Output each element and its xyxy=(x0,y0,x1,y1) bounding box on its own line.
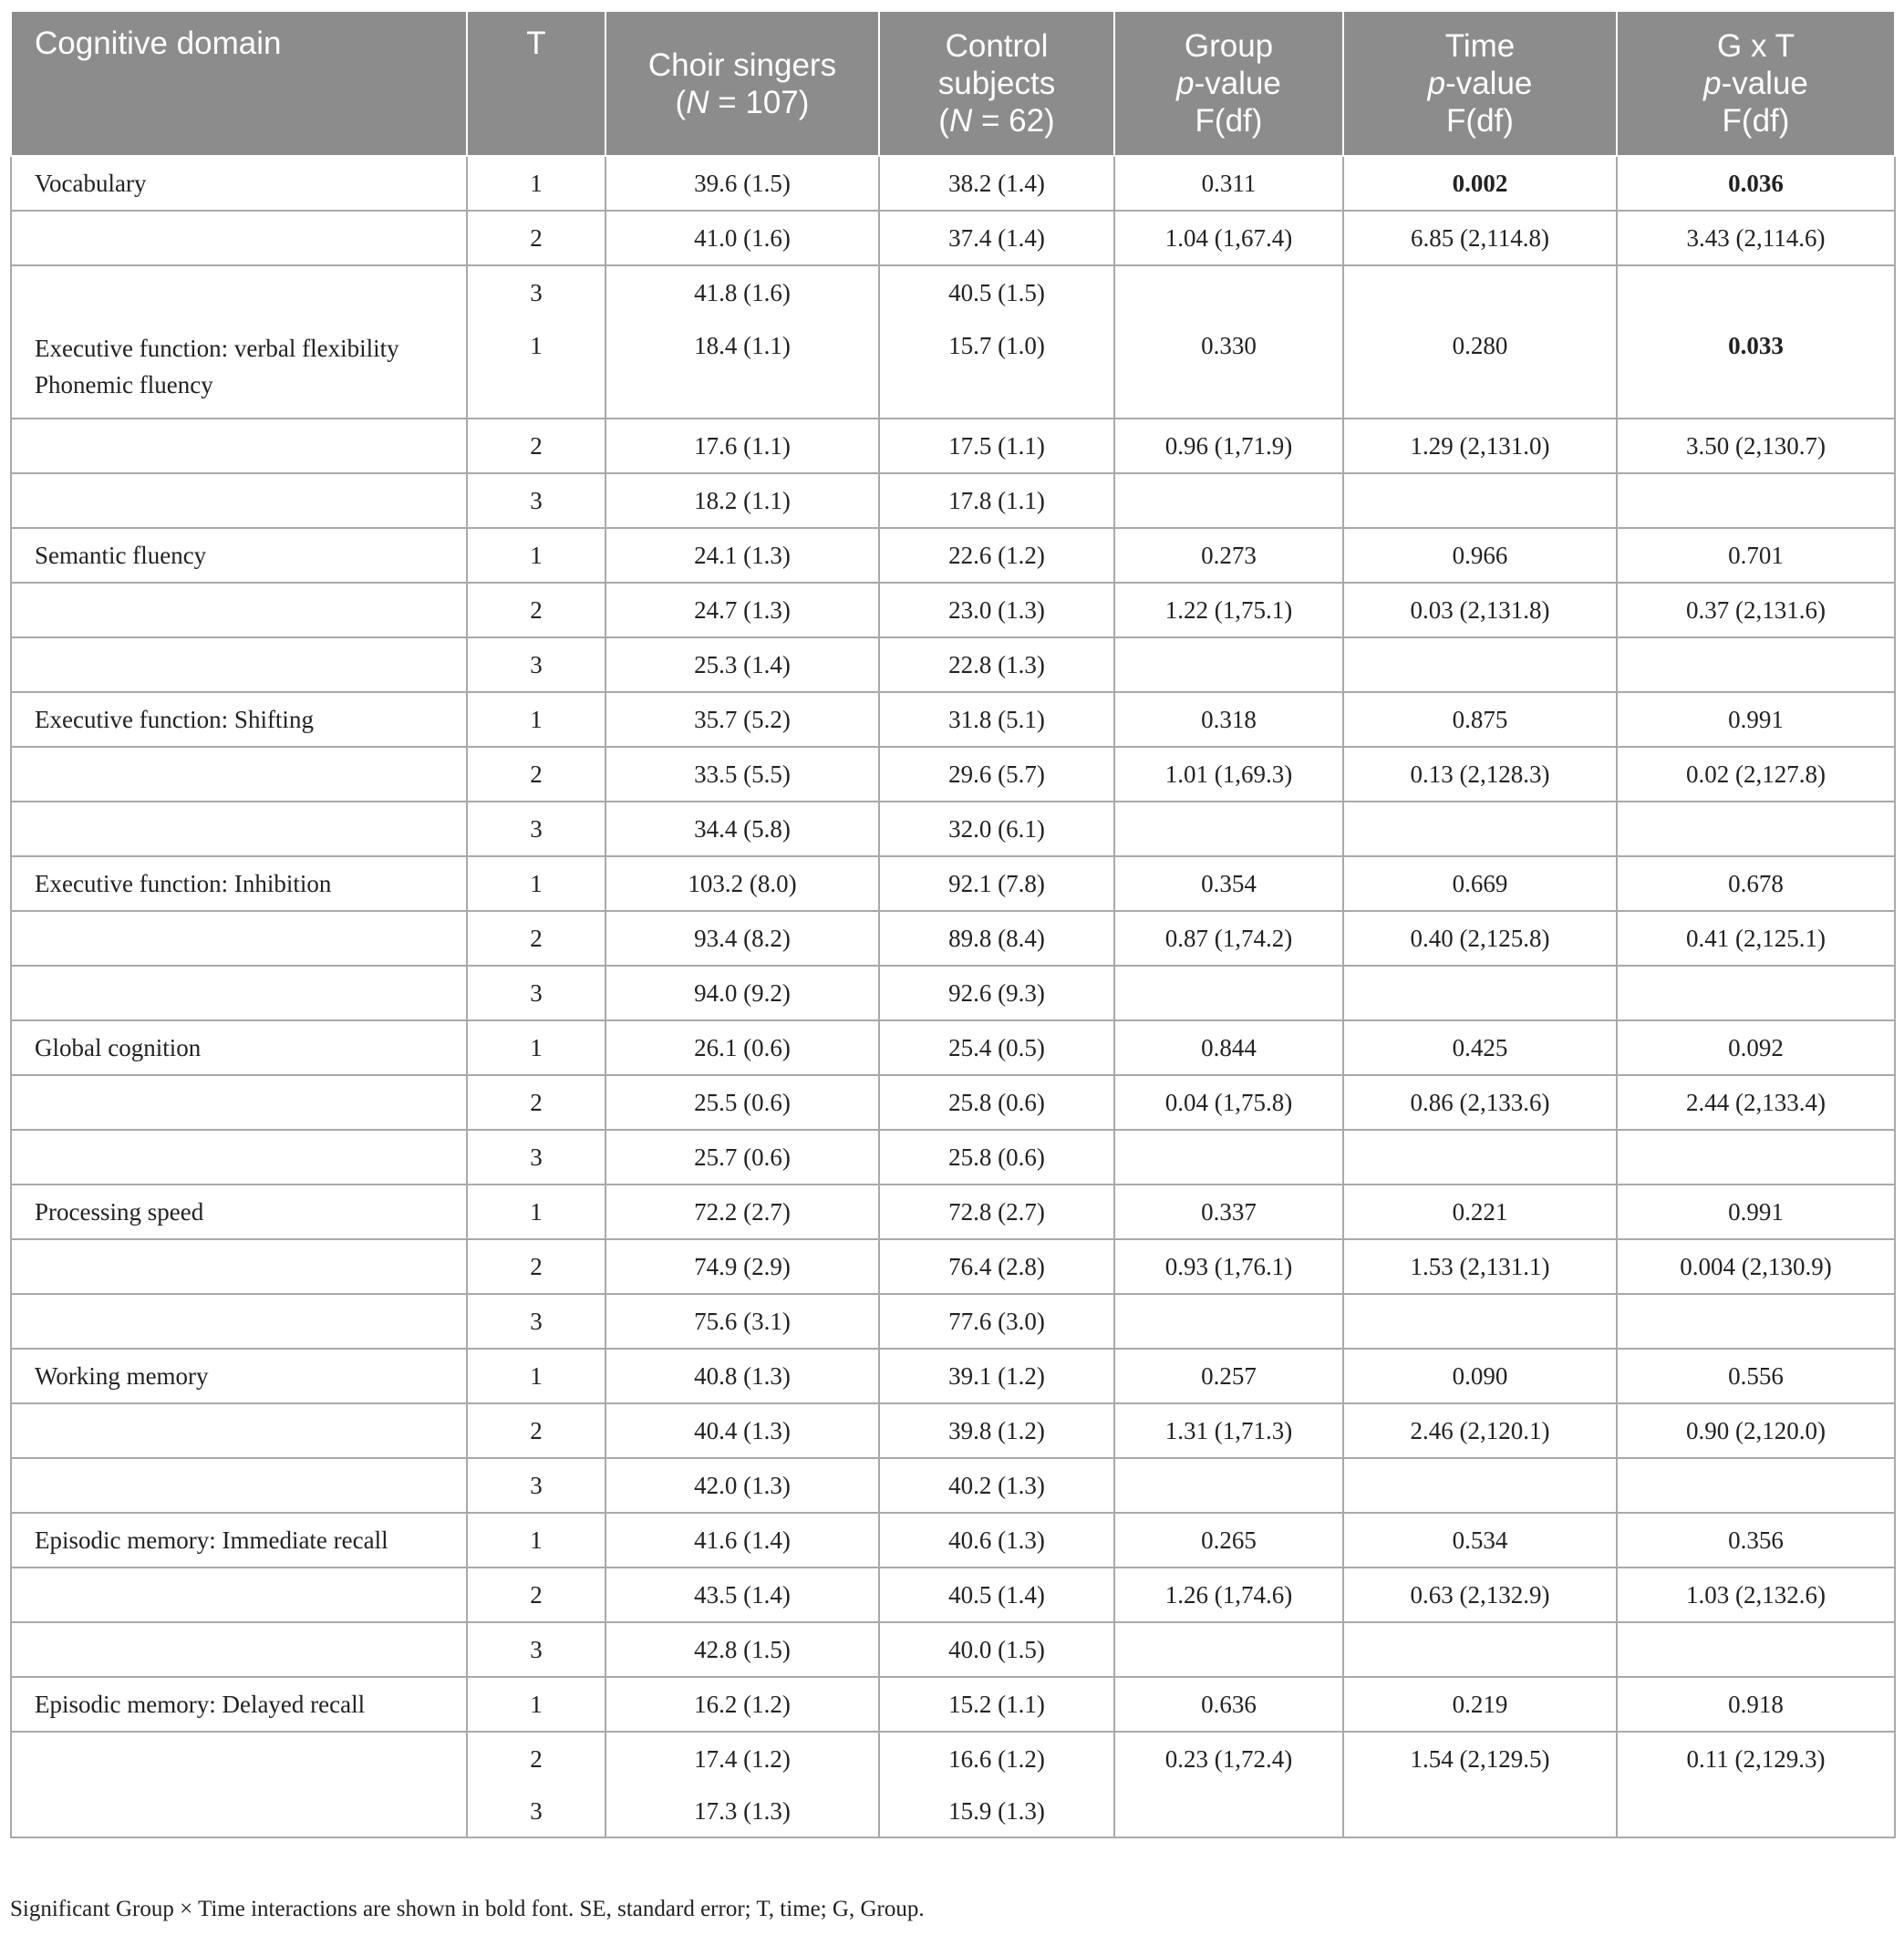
table-row xyxy=(11,747,1895,802)
cell-gxt: 0.918 xyxy=(1617,1677,1895,1732)
cell-choir: 17.4 (1.2) xyxy=(605,1732,879,1785)
significant-value: 0.002 xyxy=(1452,169,1508,197)
cell-group: 0.23 (1,72.4) xyxy=(1114,1732,1343,1785)
cell-domain xyxy=(11,1239,467,1294)
cell-choir: 74.9 (2.9) xyxy=(605,1239,879,1294)
cell-time: 1.29 (2,131.0) xyxy=(1343,419,1617,473)
cell-choir: 40.8 (1.3) xyxy=(605,1349,879,1403)
cell-t: 3 xyxy=(467,1130,605,1185)
cell-gxt xyxy=(1617,319,1895,419)
paren: ( xyxy=(938,103,949,139)
cell-domain: Working memory xyxy=(11,1349,467,1403)
cell-choir: 17.3 (1.3) xyxy=(605,1785,879,1837)
table-row xyxy=(11,473,1895,528)
cell-gxt xyxy=(1617,1458,1895,1513)
cell-control: 40.5 (1.5) xyxy=(879,265,1114,319)
cell-gxt xyxy=(1617,156,1895,211)
results-table-container xyxy=(10,10,1894,1838)
cell-gxt: 0.90 (2,120.0) xyxy=(1617,1403,1895,1458)
header-cognitive-domain: Cognitive domain xyxy=(11,11,467,156)
header-choir-n xyxy=(612,84,873,121)
cell-group: 0.844 xyxy=(1114,1020,1343,1075)
cell-control: 40.6 (1.3) xyxy=(879,1513,1114,1568)
cell-domain xyxy=(11,1130,467,1185)
cell-control: 77.6 (3.0) xyxy=(879,1294,1114,1349)
cell-time: 6.85 (2,114.8) xyxy=(1343,211,1617,265)
header-pvalue-label xyxy=(1121,65,1337,102)
cell-time xyxy=(1343,156,1617,211)
cell-control: 15.9 (1.3) xyxy=(879,1785,1114,1837)
cell-t: 2 xyxy=(467,211,605,265)
n-symbol: N xyxy=(948,103,973,139)
pvalue-suffix: -value xyxy=(1721,66,1808,101)
cell-domain: Episodic memory: Delayed recall xyxy=(11,1677,467,1732)
cell-control: 40.2 (1.3) xyxy=(879,1458,1114,1513)
table-row xyxy=(11,1185,1895,1239)
cell-t: 2 xyxy=(467,911,605,966)
cell-group: 0.273 xyxy=(1114,528,1343,583)
table-header-row xyxy=(11,11,1895,156)
cell-choir: 93.4 (8.2) xyxy=(605,911,879,966)
cell-t: 1 xyxy=(467,1185,605,1239)
cell-choir: 18.4 (1.1) xyxy=(605,319,879,419)
cell-gxt: 0.02 (2,127.8) xyxy=(1617,747,1895,802)
cell-t: 2 xyxy=(467,1239,605,1294)
cell-group: 1.22 (1,75.1) xyxy=(1114,583,1343,637)
cell-t: 3 xyxy=(467,802,605,856)
cell-gxt: 0.556 xyxy=(1617,1349,1895,1403)
cell-domain xyxy=(11,1075,467,1130)
cell-time xyxy=(1343,637,1617,692)
table-row xyxy=(11,211,1895,265)
cell-domain xyxy=(11,419,467,473)
cell-group: 1.01 (1,69.3) xyxy=(1114,747,1343,802)
cell-gxt xyxy=(1617,473,1895,528)
cell-gxt xyxy=(1617,1785,1895,1837)
cell-group xyxy=(1114,1130,1343,1185)
cell-time xyxy=(1343,473,1617,528)
header-control-n xyxy=(885,102,1108,140)
cell-group xyxy=(1114,473,1343,528)
cell-t: 3 xyxy=(467,1622,605,1677)
cell-control: 39.8 (1.2) xyxy=(879,1403,1114,1458)
cell-gxt: 0.11 (2,129.3) xyxy=(1617,1732,1895,1785)
cell-domain xyxy=(11,473,467,528)
cell-t: 2 xyxy=(467,1568,605,1622)
cell-control: 92.1 (7.8) xyxy=(879,856,1114,911)
significant-value: 0.033 xyxy=(1728,332,1784,359)
cell-gxt xyxy=(1617,966,1895,1020)
table-row xyxy=(11,156,1895,211)
table-row xyxy=(11,1239,1895,1294)
cell-control: 39.1 (1.2) xyxy=(879,1349,1114,1403)
table-row xyxy=(11,319,1895,419)
cell-control: 40.0 (1.5) xyxy=(879,1622,1114,1677)
cell-gxt: 0.701 xyxy=(1617,528,1895,583)
header-fdf-label: F(df) xyxy=(1446,103,1514,139)
cell-t: 1 xyxy=(467,1513,605,1568)
cell-t: 2 xyxy=(467,1403,605,1458)
cell-domain xyxy=(11,966,467,1020)
cell-control: 89.8 (8.4) xyxy=(879,911,1114,966)
cell-group: 0.93 (1,76.1) xyxy=(1114,1239,1343,1294)
cell-t: 2 xyxy=(467,1075,605,1130)
cell-group xyxy=(1114,1785,1343,1837)
cell-time xyxy=(1343,1622,1617,1677)
cell-gxt: 3.50 (2,130.7) xyxy=(1617,419,1895,473)
cell-choir: 42.0 (1.3) xyxy=(605,1458,879,1513)
table-row xyxy=(11,692,1895,747)
pvalue-suffix: -value xyxy=(1194,66,1281,101)
cell-group: 0.318 xyxy=(1114,692,1343,747)
cell-time: 2.46 (2,120.1) xyxy=(1343,1403,1617,1458)
header-fdf-label: F(df) xyxy=(1722,103,1790,139)
cell-gxt: 0.356 xyxy=(1617,1513,1895,1568)
cell-t: 1 xyxy=(467,1677,605,1732)
cell-control: 25.8 (0.6) xyxy=(879,1075,1114,1130)
cell-t: 1 xyxy=(467,319,605,419)
table-row xyxy=(11,1513,1895,1568)
table-row xyxy=(11,1568,1895,1622)
cell-gxt: 0.41 (2,125.1) xyxy=(1617,911,1895,966)
cell-gxt: 3.43 (2,114.6) xyxy=(1617,211,1895,265)
cell-control: 32.0 (6.1) xyxy=(879,802,1114,856)
header-time-point: T xyxy=(467,11,605,156)
table-row xyxy=(11,583,1895,637)
table-row xyxy=(11,637,1895,692)
table-row xyxy=(11,856,1895,911)
cell-choir: 24.1 (1.3) xyxy=(605,528,879,583)
cell-domain xyxy=(11,1294,467,1349)
cell-t: 3 xyxy=(467,966,605,1020)
cell-control: 23.0 (1.3) xyxy=(879,583,1114,637)
cell-t: 1 xyxy=(467,156,605,211)
cell-time: 1.54 (2,129.5) xyxy=(1343,1732,1617,1785)
cell-time: 0.669 xyxy=(1343,856,1617,911)
domain-line-2: Phonemic fluency xyxy=(35,371,213,398)
cell-control: 25.4 (0.5) xyxy=(879,1020,1114,1075)
cell-group: 0.04 (1,75.8) xyxy=(1114,1075,1343,1130)
cell-control: 31.8 (5.1) xyxy=(879,692,1114,747)
cell-choir: 25.3 (1.4) xyxy=(605,637,879,692)
cell-domain: Global cognition xyxy=(11,1020,467,1075)
cell-choir: 41.8 (1.6) xyxy=(605,265,879,319)
cell-gxt: 0.092 xyxy=(1617,1020,1895,1075)
cell-time: 0.534 xyxy=(1343,1513,1617,1568)
cell-control: 15.7 (1.0) xyxy=(879,319,1114,419)
cell-time xyxy=(1343,265,1617,319)
cell-choir: 18.2 (1.1) xyxy=(605,473,879,528)
cell-domain: Processing speed xyxy=(11,1185,467,1239)
cell-domain: Semantic fluency xyxy=(11,528,467,583)
cell-control: 22.6 (1.2) xyxy=(879,528,1114,583)
cell-group xyxy=(1114,265,1343,319)
cell-control: 17.5 (1.1) xyxy=(879,419,1114,473)
cell-group: 0.96 (1,71.9) xyxy=(1114,419,1343,473)
cell-gxt xyxy=(1617,1130,1895,1185)
cell-domain xyxy=(11,1458,467,1513)
header-group-label: Group xyxy=(1184,28,1274,64)
cell-domain xyxy=(11,911,467,966)
cell-time: 0.03 (2,131.8) xyxy=(1343,583,1617,637)
table-row xyxy=(11,1677,1895,1732)
cell-domain: Episodic memory: Immediate recall xyxy=(11,1513,467,1568)
cell-choir: 33.5 (5.5) xyxy=(605,747,879,802)
cell-group xyxy=(1114,1294,1343,1349)
cell-control: 29.6 (5.7) xyxy=(879,747,1114,802)
header-control-label-2: subjects xyxy=(937,66,1056,101)
cell-group: 1.31 (1,71.3) xyxy=(1114,1403,1343,1458)
cell-control: 25.8 (0.6) xyxy=(879,1130,1114,1185)
cell-t: 2 xyxy=(467,747,605,802)
table-row xyxy=(11,528,1895,583)
cell-control: 72.8 (2.7) xyxy=(879,1185,1114,1239)
cell-choir: 25.5 (0.6) xyxy=(605,1075,879,1130)
cell-choir: 26.1 (0.6) xyxy=(605,1020,879,1075)
header-gxt-pvalue xyxy=(1617,11,1895,156)
cell-group xyxy=(1114,1622,1343,1677)
cell-time xyxy=(1343,966,1617,1020)
results-table xyxy=(10,10,1896,1838)
cell-time: 0.40 (2,125.8) xyxy=(1343,911,1617,966)
n-symbol: N xyxy=(686,84,709,120)
cell-group: 0.265 xyxy=(1114,1513,1343,1568)
cell-group: 0.311 xyxy=(1114,156,1343,211)
cell-gxt xyxy=(1617,265,1895,319)
cell-choir: 40.4 (1.3) xyxy=(605,1403,879,1458)
cell-domain: Executive function: Inhibition xyxy=(11,856,467,911)
cell-group xyxy=(1114,966,1343,1020)
cell-gxt: 0.004 (2,130.9) xyxy=(1617,1239,1895,1294)
cell-time: 0.221 xyxy=(1343,1185,1617,1239)
cell-control: 16.6 (1.2) xyxy=(879,1732,1114,1785)
cell-control: 92.6 (9.3) xyxy=(879,966,1114,1020)
cell-gxt: 0.678 xyxy=(1617,856,1895,911)
p-symbol: p xyxy=(1703,66,1722,101)
header-control-label-1: Control xyxy=(945,28,1049,64)
cell-time xyxy=(1343,1785,1617,1837)
cell-domain xyxy=(11,583,467,637)
cell-t: 3 xyxy=(467,1458,605,1513)
cell-choir: 42.8 (1.5) xyxy=(605,1622,879,1677)
cell-gxt: 1.03 (2,132.6) xyxy=(1617,1568,1895,1622)
cell-t: 3 xyxy=(467,265,605,319)
cell-time: 0.63 (2,132.9) xyxy=(1343,1568,1617,1622)
cell-t: 3 xyxy=(467,637,605,692)
cell-choir: 24.7 (1.3) xyxy=(605,583,879,637)
p-symbol: p xyxy=(1176,66,1195,101)
cell-domain xyxy=(11,637,467,692)
cell-gxt: 2.44 (2,133.4) xyxy=(1617,1075,1895,1130)
cell-domain: Vocabulary xyxy=(11,156,467,211)
cell-choir: 34.4 (5.8) xyxy=(605,802,879,856)
header-pvalue-label xyxy=(1623,65,1888,102)
cell-choir: 75.6 (3.1) xyxy=(605,1294,879,1349)
cell-domain xyxy=(11,1622,467,1677)
header-choir-label: Choir singers xyxy=(647,47,837,83)
cell-group: 0.337 xyxy=(1114,1185,1343,1239)
cell-time: 0.966 xyxy=(1343,528,1617,583)
cell-gxt: 0.991 xyxy=(1617,692,1895,747)
cell-gxt: 0.37 (2,131.6) xyxy=(1617,583,1895,637)
cell-control: 37.4 (1.4) xyxy=(879,211,1114,265)
table-row xyxy=(11,265,1895,319)
cell-domain xyxy=(11,802,467,856)
cell-choir: 17.6 (1.1) xyxy=(605,419,879,473)
cell-choir: 72.2 (2.7) xyxy=(605,1185,879,1239)
header-group-pvalue xyxy=(1114,11,1343,156)
cell-group: 0.257 xyxy=(1114,1349,1343,1403)
table-row xyxy=(11,911,1895,966)
cell-time: 0.13 (2,128.3) xyxy=(1343,747,1617,802)
cell-control: 40.5 (1.4) xyxy=(879,1568,1114,1622)
p-symbol: p xyxy=(1427,66,1446,101)
header-choir-singers xyxy=(605,11,879,156)
table-row xyxy=(11,1458,1895,1513)
table-row xyxy=(11,966,1895,1020)
cell-t: 3 xyxy=(467,1785,605,1837)
cell-control: 22.8 (1.3) xyxy=(879,637,1114,692)
cell-choir: 16.2 (1.2) xyxy=(605,1677,879,1732)
cell-choir: 35.7 (5.2) xyxy=(605,692,879,747)
cell-domain xyxy=(11,747,467,802)
cell-domain xyxy=(11,1732,467,1785)
cell-gxt xyxy=(1617,802,1895,856)
table-row xyxy=(11,1622,1895,1677)
cell-choir: 41.6 (1.4) xyxy=(605,1513,879,1568)
cell-control: 17.8 (1.1) xyxy=(879,473,1114,528)
cell-time xyxy=(1343,1458,1617,1513)
cell-choir: 43.5 (1.4) xyxy=(605,1568,879,1622)
n-value: = 62) xyxy=(972,103,1055,139)
cell-t: 2 xyxy=(467,419,605,473)
header-fdf-label: F(df) xyxy=(1195,103,1263,139)
cell-control: 15.2 (1.1) xyxy=(879,1677,1114,1732)
table-row xyxy=(11,1020,1895,1075)
cell-t: 1 xyxy=(467,528,605,583)
header-control-subjects xyxy=(879,11,1114,156)
cell-t: 3 xyxy=(467,1294,605,1349)
paren: ( xyxy=(675,84,687,120)
n-value: = 107) xyxy=(709,84,810,120)
significant-value: 0.036 xyxy=(1728,169,1784,197)
header-pvalue-label xyxy=(1350,65,1610,102)
cell-group: 0.354 xyxy=(1114,856,1343,911)
cell-t: 2 xyxy=(467,583,605,637)
header-time-pvalue xyxy=(1343,11,1617,156)
header-time-label: Time xyxy=(1444,28,1516,64)
cell-time xyxy=(1343,1294,1617,1349)
cell-group: 1.04 (1,67.4) xyxy=(1114,211,1343,265)
table-row xyxy=(11,802,1895,856)
cell-domain: Executive function: Shifting xyxy=(11,692,467,747)
cell-domain xyxy=(11,319,467,419)
cell-choir: 103.2 (8.0) xyxy=(605,856,879,911)
cell-time: 0.875 xyxy=(1343,692,1617,747)
cell-domain xyxy=(11,1403,467,1458)
table-row xyxy=(11,1403,1895,1458)
table-row xyxy=(11,1075,1895,1130)
cell-time xyxy=(1343,802,1617,856)
cell-group xyxy=(1114,802,1343,856)
table-row xyxy=(11,1294,1895,1349)
cell-choir: 94.0 (9.2) xyxy=(605,966,879,1020)
table-row xyxy=(11,1785,1895,1837)
cell-gxt xyxy=(1617,1622,1895,1677)
cell-t: 1 xyxy=(467,1020,605,1075)
cell-time xyxy=(1343,1130,1617,1185)
cell-gxt: 0.991 xyxy=(1617,1185,1895,1239)
cell-choir: 41.0 (1.6) xyxy=(605,211,879,265)
cell-time: 0.090 xyxy=(1343,1349,1617,1403)
cell-choir: 25.7 (0.6) xyxy=(605,1130,879,1185)
cell-control: 76.4 (2.8) xyxy=(879,1239,1114,1294)
cell-t: 3 xyxy=(467,473,605,528)
cell-group xyxy=(1114,1458,1343,1513)
cell-group: 0.330 xyxy=(1114,319,1343,419)
cell-group xyxy=(1114,637,1343,692)
cell-time: 0.219 xyxy=(1343,1677,1617,1732)
cell-choir: 39.6 (1.5) xyxy=(605,156,879,211)
cell-domain xyxy=(11,1785,467,1837)
cell-time: 0.86 (2,133.6) xyxy=(1343,1075,1617,1130)
pvalue-suffix: -value xyxy=(1445,66,1533,101)
cell-domain xyxy=(11,1568,467,1622)
domain-line-1: Executive function: verbal flexibility xyxy=(35,335,399,362)
cell-group: 1.26 (1,74.6) xyxy=(1114,1568,1343,1622)
cell-domain xyxy=(11,211,467,265)
cell-time: 0.425 xyxy=(1343,1020,1617,1075)
cell-gxt xyxy=(1617,637,1895,692)
cell-domain xyxy=(11,265,467,319)
cell-t: 1 xyxy=(467,1349,605,1403)
cell-t: 1 xyxy=(467,692,605,747)
table-row xyxy=(11,1130,1895,1185)
cell-t: 2 xyxy=(467,1732,605,1785)
cell-gxt xyxy=(1617,1294,1895,1349)
table-row xyxy=(11,419,1895,473)
cell-time: 0.280 xyxy=(1343,319,1617,419)
cell-group: 0.636 xyxy=(1114,1677,1343,1732)
table-row xyxy=(11,1349,1895,1403)
table-footnote: Significant Group × Time interactions are shown in bold font. SE, standard error; T, time; G, Group. xyxy=(10,1897,925,1921)
cell-group: 0.87 (1,74.2) xyxy=(1114,911,1343,966)
header-gxt-label: G x T xyxy=(1717,28,1795,64)
table-row xyxy=(11,1732,1895,1785)
cell-t: 1 xyxy=(467,856,605,911)
cell-time: 1.53 (2,131.1) xyxy=(1343,1239,1617,1294)
cell-control: 38.2 (1.4) xyxy=(879,156,1114,211)
